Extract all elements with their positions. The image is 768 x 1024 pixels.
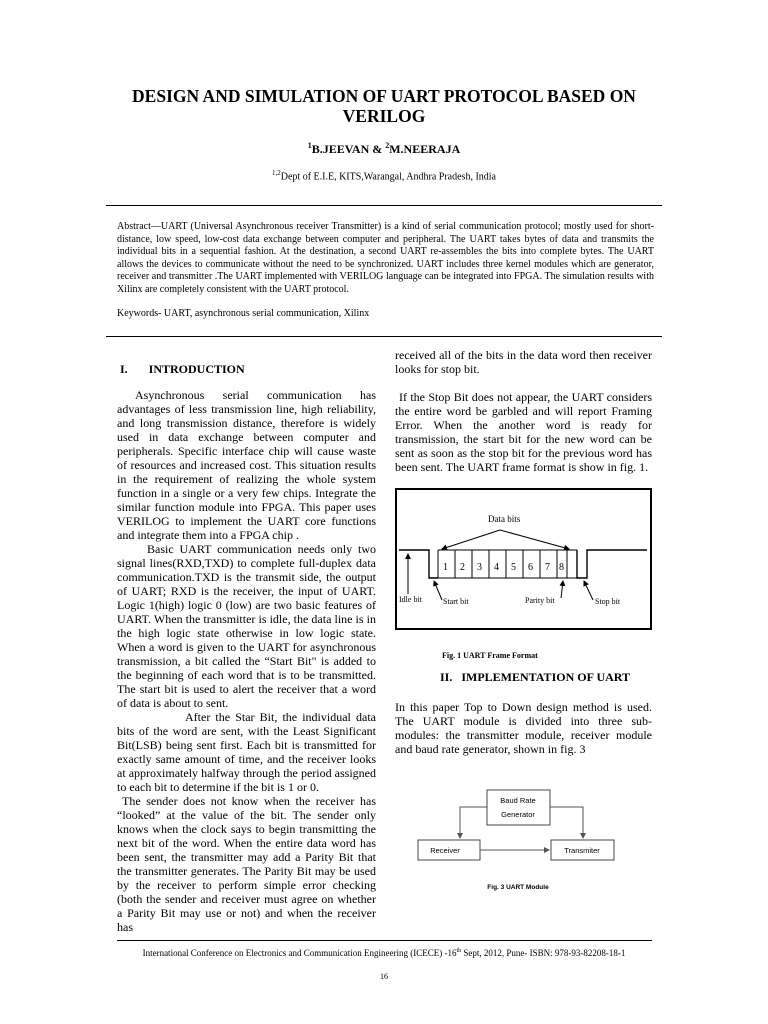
authors: $^1$B.JEEVAN & $^2$M.NEERAJA (307, 141, 461, 156)
bit-label-7: 7 (545, 562, 550, 573)
figure-uart-module (415, 785, 630, 895)
fig1-caption: Fig. 1 UART Frame Format (442, 651, 538, 660)
bit-label-1: 1 (443, 562, 448, 573)
waveform-idle-start (399, 550, 438, 578)
intro-paragraph-4: The sender does not know when the receiver has “looked” at the value of the bit. The sender only knows when the clock says to begin transmitting the next bit of the word. When the entire data word has been sent, the transmitter may add a Parity Bit that the transmitter generates. The Parity Bit may be used by the receiver to perform simple error checking (both the sender and receiver must agree on whether a Parity Bit may use or not) and when the receiver has (117, 794, 376, 934)
bit-label-3: 3 (477, 562, 482, 573)
stop-bit-label: Stop bit (595, 597, 621, 606)
right-paragraph-1: received all of the bits in the data word then receiver looks for stop bit. (395, 348, 652, 376)
figure-uart-frame-format (395, 488, 652, 630)
intro-paragraph-3: After the Star Bit, the individual data bits of the word are sent, with the Least Significant Bit(LSB) being sent first. Each bit is transmitted for exactly same amount of time, and the receiver looks at approximately halfway through the period assigned to each bit to determine if the bit is 1 or 0. (117, 710, 376, 794)
abstract-box (106, 205, 662, 337)
start-bit-label: Start bit (443, 597, 469, 606)
implementation-paragraph: In this paper Top to Down design method is used. The UART module is divided into three sub-modules: the transmitter module, receiver module and baud rate generator, shown in fig. 3 (395, 700, 652, 756)
affiliation: $^{1,2}$Dept of E.I.E, KITS,Warangal, Andhra Pradesh, India (272, 169, 496, 183)
bit-label-2: 2 (460, 562, 465, 573)
section-heading-implementation: II. IMPLEMENTATION OF UART (440, 670, 631, 684)
fig3-caption: Fig. 3 UART Module (487, 884, 549, 891)
bit-label-8: 8 (559, 562, 564, 573)
left-column (117, 388, 376, 934)
bit-label-5: 5 (511, 562, 516, 573)
right-column (395, 348, 652, 474)
right-paragraph-2: If the Stop Bit does not appear, the UART considers the entire word be garbled and will report Framing Error. When the another word is ready for transmission, the start bit for the new word can be sent as soon as the stop bit for the previous word has been sent. The UART frame format is show in fig. 1. (395, 390, 652, 474)
page-number: 16 (380, 972, 388, 981)
transmitter-label: Transmiter (564, 846, 600, 855)
section-heading-introduction: I. INTRODUCTION (120, 362, 245, 376)
paper-title: DESIGN AND SIMULATION OF UART PROTOCOL BASED ON VERILOG (132, 86, 636, 126)
intro-paragraph-2: Basic UART communication needs only two signal lines(RXD,TXD) to complete full-duplex data communication.TXD is the transmit side, the output of UART; RXD is the receiver, the input of UART. Logic 1(high) logic 0 (low) are two basic features of UART. When the transmitter is idle, the data line is in the high logic state otherwise in low logic state. When a word is given to the UART for asynchronous transmission, a bit called the “Start Bit" is added to the beginning of each word that is to be transmitted. The start bit is used to alert the receiver that a word of data is about to sent. (117, 542, 376, 710)
parity-bit-label: Parity bit (525, 596, 555, 605)
data-bits-label: Data bits (488, 514, 521, 524)
footer-text: International Conference on Electronics and Communication Engineering (ICECE) -16th Sept, 2012, Pune- ISBN: 978-93-82208-18-1 (142, 948, 626, 958)
bit-label-6: 6 (528, 562, 533, 573)
intro-paragraph-1: Asynchronous serial communication has advantages of less transmission line, high reliability, and long transmission distance, therefore is widely used in data exchange between computer and peripherals. Specific interface chip will cause waste of resources and increased cost. This situation results in the requirement of realizing the whole system function in a single or a very few chips. Integrate the similar function module into FPGA. This paper uses VERILOG to implement the UART core functions and integrate them into a FPGA chip . (117, 388, 376, 542)
baud-label-1: Baud Rate (500, 796, 536, 805)
idle-bit-label: Idle bit (399, 595, 422, 604)
abstract: Abstract—UART (Universal Asynchronous receiver Transmitter) is a kind of serial communication protocol; mostly used for short-distance, low speed, low-cost data exchange between computer and peripheral. The UART takes bytes of data and transmits the individual bits in a sequential fashion. At the destination, a second UART re-assembles the bits into complete bytes. The UART allows the devices to communicate without the need to be synchronized. UART includes three kernel modules which are generator, receiver and transmitter .The UART implemented with VERILOG language can be integrated into FPGA. The simulation results with Xilinx are completely consistent with the UART protocol. (117, 221, 654, 295)
footer-divider (117, 940, 652, 941)
receiver-label: Receiver (430, 846, 460, 855)
bit-label-4: 4 (494, 562, 499, 573)
keywords: Keywords- UART, asynchronous serial communication, Xilinx (117, 308, 370, 319)
waveform-stop (577, 550, 647, 578)
baud-label-2: Generator (501, 810, 535, 819)
